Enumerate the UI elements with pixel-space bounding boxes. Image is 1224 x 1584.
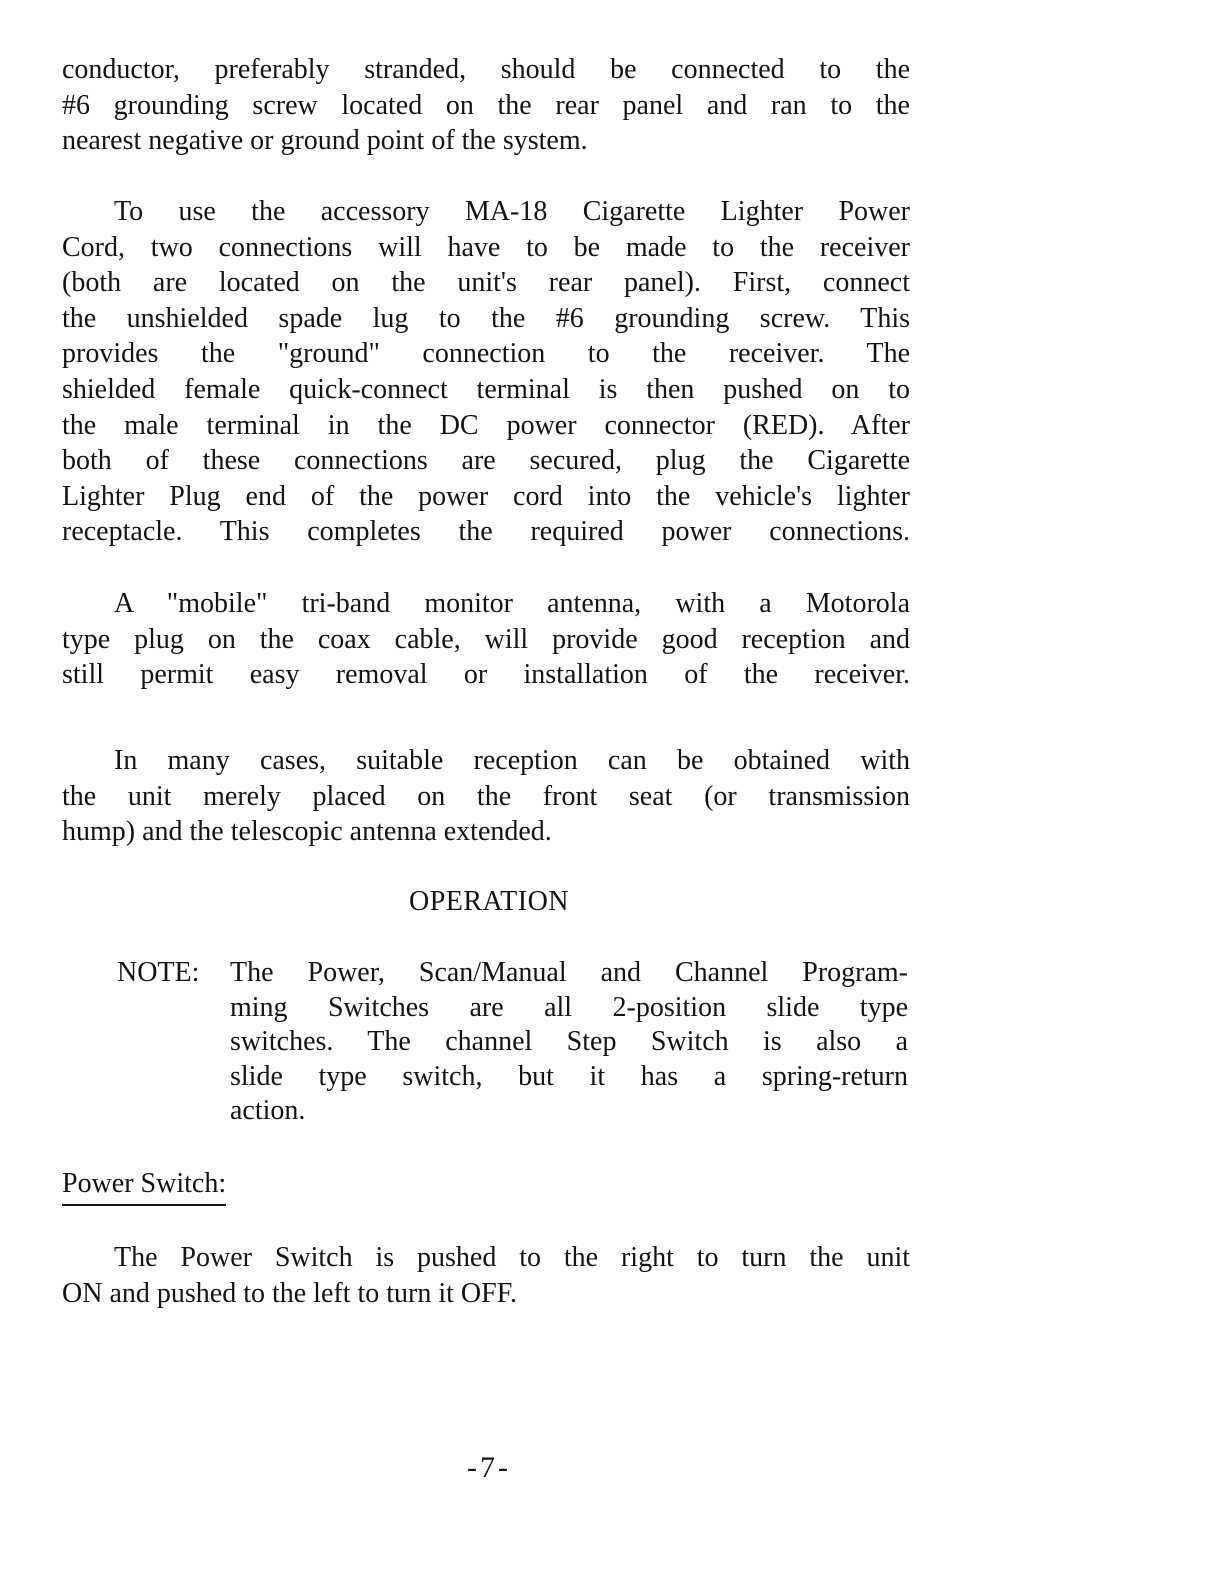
section-heading: OPERATION	[408, 886, 570, 917]
text-line: To use the accessory MA-18 Cigarette Lighter Power	[114, 196, 910, 227]
subheading-power-switch: Power Switch:	[62, 1166, 226, 1206]
text-line: still permit easy removal or installation of the receiver.	[62, 659, 910, 691]
text-line: #6 grounding screw located on the rear panel and ran to the	[62, 89, 910, 121]
paragraph-power-cord	[62, 194, 910, 550]
text-line: hump) and the telescopic antenna extended.	[62, 816, 552, 848]
text-line: (both are located on the unit's rear panel). First, connect	[62, 267, 910, 299]
paragraph-reception	[62, 743, 910, 850]
text-line: the unit merely placed on the front seat (or transmission	[62, 780, 910, 812]
text-line: provides the "ground" connection to the receiver. The	[62, 338, 910, 370]
text-line: switches. The channel Step Switch is also a	[230, 1026, 908, 1057]
text-line: conductor, preferably stranded, should be connected to the	[62, 54, 910, 85]
text-line: ON and pushed to the left to turn it OFF.	[62, 1277, 518, 1309]
text-line: The Power Switch is pushed to the right to turn the unit	[114, 1242, 910, 1273]
text-line: action.	[230, 1095, 306, 1126]
text-line: both of these connections are secured, plug the Cigarette	[62, 445, 910, 477]
paragraph-grounding	[62, 52, 910, 159]
text-line: The Power, Scan/Manual and Channel Program-	[230, 957, 908, 988]
text-line: nearest negative or ground point of the system.	[62, 125, 588, 157]
text-line: Lighter Plug end of the power cord into the vehicle's lighter	[62, 480, 910, 512]
text-line: the unshielded spade lug to the #6 grounding screw. This	[62, 302, 910, 334]
text-line: receptacle. This completes the required power connections.	[62, 516, 910, 548]
text-line: In many cases, suitable reception can be obtained with	[114, 745, 910, 776]
text-line: Cord, two connections will have to be made to the receiver	[62, 231, 910, 263]
text-line: the male terminal in the DC power connector (RED). After	[62, 409, 910, 441]
paragraph-power-switch	[62, 1240, 910, 1311]
note-body	[230, 956, 908, 1129]
text-line: ming Switches are all 2-position slide type	[230, 991, 908, 1023]
paragraph-antenna	[62, 586, 910, 693]
text-line: type plug on the coax cable, will provide good reception and	[62, 623, 910, 655]
text-line: slide type switch, but it has a spring-return	[230, 1060, 908, 1092]
text-line: A "mobile" tri-band monitor antenna, with a Motorola	[114, 588, 910, 619]
page-number: -7-	[467, 1451, 511, 1484]
note-label: NOTE:	[117, 957, 200, 988]
text-line: shielded female quick-connect terminal is then pushed on to	[62, 373, 910, 405]
